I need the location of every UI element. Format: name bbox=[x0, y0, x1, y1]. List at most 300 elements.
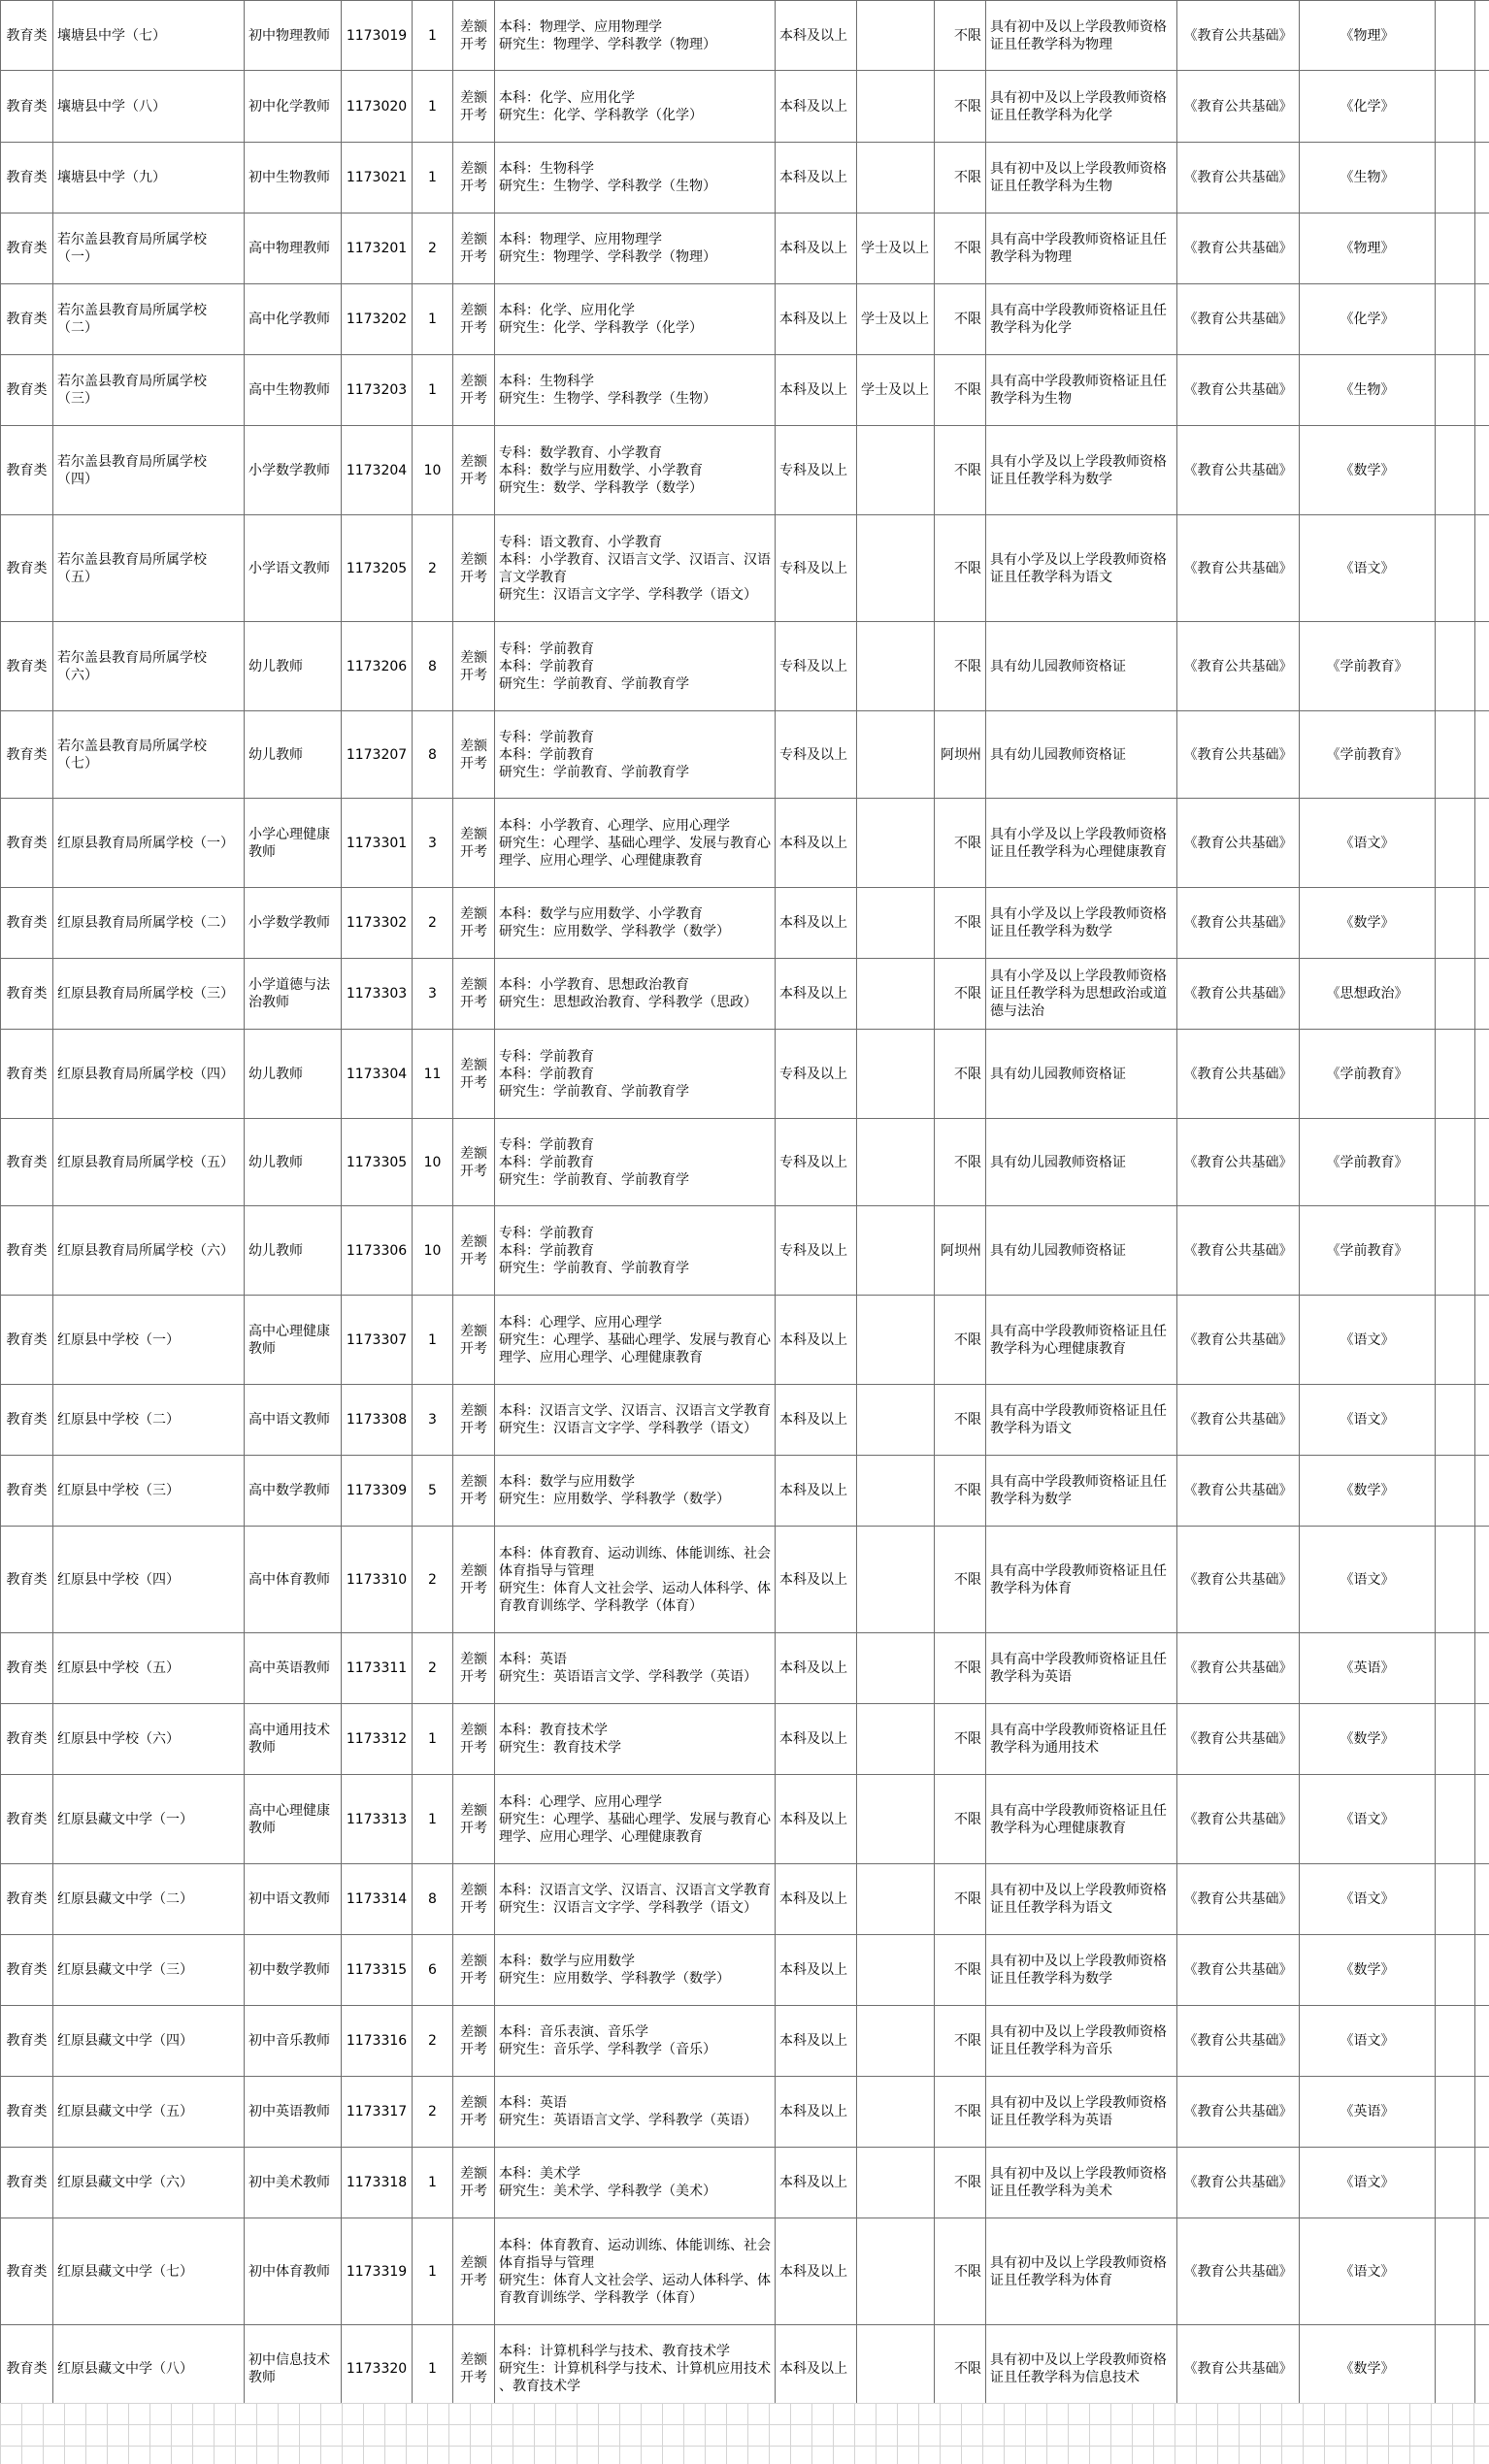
major-cell[interactable]: 本科：生物科学 研究生：生物学、学科教学（生物） bbox=[495, 143, 776, 214]
region-cell[interactable]: 不限 bbox=[935, 2006, 986, 2077]
post-code-cell[interactable]: 1173021 bbox=[342, 143, 413, 214]
spare-cell[interactable] bbox=[1475, 2006, 1489, 2077]
education-cell[interactable]: 本科及以上 bbox=[776, 888, 857, 959]
category-cell[interactable]: 教育类 bbox=[1, 1206, 53, 1296]
exam-subject-1-cell[interactable]: 《教育公共基础》 bbox=[1177, 143, 1300, 214]
requirement-cell[interactable]: 具有小学及以上学段教师资格 证且任教学科为心理健康教育 bbox=[986, 799, 1177, 888]
degree-cell[interactable] bbox=[857, 1206, 935, 1296]
category-cell[interactable]: 教育类 bbox=[1, 214, 53, 284]
degree-cell[interactable] bbox=[857, 515, 935, 622]
education-cell[interactable]: 本科及以上 bbox=[776, 355, 857, 426]
headcount-cell[interactable]: 1 bbox=[413, 2148, 453, 2218]
region-cell[interactable]: 不限 bbox=[935, 1527, 986, 1633]
category-cell[interactable]: 教育类 bbox=[1, 711, 53, 799]
spare-cell[interactable] bbox=[1475, 426, 1489, 515]
post-cell[interactable]: 初中化学教师 bbox=[245, 71, 342, 143]
post-cell[interactable]: 幼儿教师 bbox=[245, 1119, 342, 1206]
funding-cell[interactable]: 差额 开考 bbox=[453, 426, 495, 515]
post-cell[interactable]: 初中语文教师 bbox=[245, 1864, 342, 1935]
remark-cell[interactable] bbox=[1436, 214, 1475, 284]
exam-subject-2-cell[interactable]: 《语文》 bbox=[1300, 799, 1436, 888]
region-cell[interactable]: 阿坝州 bbox=[935, 1206, 986, 1296]
requirement-cell[interactable]: 具有初中及以上学段教师资格 证且任教学科为化学 bbox=[986, 71, 1177, 143]
major-cell[interactable]: 本科：英语 研究生：英语语言文学、学科教学（英语） bbox=[495, 1633, 776, 1704]
post-code-cell[interactable]: 1173204 bbox=[342, 426, 413, 515]
region-cell[interactable]: 不限 bbox=[935, 1935, 986, 2006]
requirement-cell[interactable]: 具有初中及以上学段教师资格 证且任教学科为美术 bbox=[986, 2148, 1177, 2218]
remark-cell[interactable] bbox=[1436, 959, 1475, 1030]
headcount-cell[interactable]: 1 bbox=[413, 143, 453, 214]
remark-cell[interactable] bbox=[1436, 888, 1475, 959]
funding-cell[interactable]: 差额 开考 bbox=[453, 888, 495, 959]
requirement-cell[interactable]: 具有高中学段教师资格证且任 教学科为英语 bbox=[986, 1633, 1177, 1704]
spare-cell[interactable] bbox=[1475, 2325, 1489, 2413]
spare-cell[interactable] bbox=[1475, 1864, 1489, 1935]
category-cell[interactable]: 教育类 bbox=[1, 515, 53, 622]
headcount-cell[interactable]: 2 bbox=[413, 214, 453, 284]
exam-subject-2-cell[interactable]: 《物理》 bbox=[1300, 214, 1436, 284]
headcount-cell[interactable]: 6 bbox=[413, 1935, 453, 2006]
unit-cell[interactable]: 若尔盖县教育局所属学校 （三） bbox=[53, 355, 245, 426]
exam-subject-2-cell[interactable]: 《数学》 bbox=[1300, 426, 1436, 515]
post-code-cell[interactable]: 1173319 bbox=[342, 2218, 413, 2325]
remark-cell[interactable] bbox=[1436, 426, 1475, 515]
headcount-cell[interactable]: 3 bbox=[413, 959, 453, 1030]
funding-cell[interactable]: 差额 开考 bbox=[453, 1704, 495, 1775]
degree-cell[interactable] bbox=[857, 1775, 935, 1864]
post-cell[interactable]: 幼儿教师 bbox=[245, 622, 342, 711]
unit-cell[interactable]: 红原县中学校（六） bbox=[53, 1704, 245, 1775]
remark-cell[interactable] bbox=[1436, 355, 1475, 426]
post-code-cell[interactable]: 1173206 bbox=[342, 622, 413, 711]
degree-cell[interactable] bbox=[857, 888, 935, 959]
spare-cell[interactable] bbox=[1475, 515, 1489, 622]
post-code-cell[interactable]: 1173301 bbox=[342, 799, 413, 888]
unit-cell[interactable]: 红原县教育局所属学校（一） bbox=[53, 799, 245, 888]
category-cell[interactable]: 教育类 bbox=[1, 71, 53, 143]
unit-cell[interactable]: 红原县藏文中学（四） bbox=[53, 2006, 245, 2077]
degree-cell[interactable] bbox=[857, 71, 935, 143]
education-cell[interactable]: 本科及以上 bbox=[776, 959, 857, 1030]
degree-cell[interactable] bbox=[857, 1456, 935, 1527]
post-cell[interactable]: 初中物理教师 bbox=[245, 1, 342, 71]
major-cell[interactable]: 专科：学前教育 本科：学前教育 研究生：学前教育、学前教育学 bbox=[495, 622, 776, 711]
degree-cell[interactable] bbox=[857, 1864, 935, 1935]
degree-cell[interactable] bbox=[857, 1119, 935, 1206]
degree-cell[interactable] bbox=[857, 2325, 935, 2413]
funding-cell[interactable]: 差额 开考 bbox=[453, 2218, 495, 2325]
region-cell[interactable]: 不限 bbox=[935, 2077, 986, 2148]
headcount-cell[interactable]: 2 bbox=[413, 888, 453, 959]
category-cell[interactable]: 教育类 bbox=[1, 1704, 53, 1775]
funding-cell[interactable]: 差额 开考 bbox=[453, 143, 495, 214]
category-cell[interactable]: 教育类 bbox=[1, 1775, 53, 1864]
exam-subject-1-cell[interactable]: 《教育公共基础》 bbox=[1177, 888, 1300, 959]
region-cell[interactable]: 不限 bbox=[935, 1775, 986, 1864]
education-cell[interactable]: 本科及以上 bbox=[776, 1775, 857, 1864]
remark-cell[interactable] bbox=[1436, 1864, 1475, 1935]
degree-cell[interactable] bbox=[857, 143, 935, 214]
remark-cell[interactable] bbox=[1436, 1206, 1475, 1296]
category-cell[interactable]: 教育类 bbox=[1, 1119, 53, 1206]
requirement-cell[interactable]: 具有高中学段教师资格证且任 教学科为心理健康教育 bbox=[986, 1775, 1177, 1864]
degree-cell[interactable] bbox=[857, 1385, 935, 1456]
exam-subject-1-cell[interactable]: 《教育公共基础》 bbox=[1177, 1119, 1300, 1206]
requirement-cell[interactable]: 具有幼儿园教师资格证 bbox=[986, 711, 1177, 799]
major-cell[interactable]: 本科：小学教育、思想政治教育 研究生：思想政治教育、学科教学（思政） bbox=[495, 959, 776, 1030]
post-code-cell[interactable]: 1173317 bbox=[342, 2077, 413, 2148]
remark-cell[interactable] bbox=[1436, 143, 1475, 214]
exam-subject-1-cell[interactable]: 《教育公共基础》 bbox=[1177, 1775, 1300, 1864]
post-code-cell[interactable]: 1173308 bbox=[342, 1385, 413, 1456]
requirement-cell[interactable]: 具有高中学段教师资格证且任 教学科为数学 bbox=[986, 1456, 1177, 1527]
unit-cell[interactable]: 红原县教育局所属学校（三） bbox=[53, 959, 245, 1030]
major-cell[interactable]: 本科：数学与应用数学、小学教育 研究生：应用数学、学科教学（数学） bbox=[495, 888, 776, 959]
exam-subject-1-cell[interactable]: 《教育公共基础》 bbox=[1177, 1296, 1300, 1385]
degree-cell[interactable] bbox=[857, 2148, 935, 2218]
funding-cell[interactable]: 差额 开考 bbox=[453, 1456, 495, 1527]
exam-subject-2-cell[interactable]: 《生物》 bbox=[1300, 143, 1436, 214]
spare-cell[interactable] bbox=[1475, 214, 1489, 284]
major-cell[interactable]: 本科：心理学、应用心理学 研究生：心理学、基础心理学、发展与教育心 理学、应用心理学、心理健康教育 bbox=[495, 1775, 776, 1864]
post-cell[interactable]: 高中通用技术 教师 bbox=[245, 1704, 342, 1775]
education-cell[interactable]: 本科及以上 bbox=[776, 1527, 857, 1633]
exam-subject-1-cell[interactable]: 《教育公共基础》 bbox=[1177, 1, 1300, 71]
exam-subject-2-cell[interactable]: 《语文》 bbox=[1300, 1864, 1436, 1935]
spare-cell[interactable] bbox=[1475, 2148, 1489, 2218]
headcount-cell[interactable]: 2 bbox=[413, 1633, 453, 1704]
post-cell[interactable]: 高中生物教师 bbox=[245, 355, 342, 426]
requirement-cell[interactable]: 具有幼儿园教师资格证 bbox=[986, 1119, 1177, 1206]
spare-cell[interactable] bbox=[1475, 71, 1489, 143]
headcount-cell[interactable]: 8 bbox=[413, 711, 453, 799]
headcount-cell[interactable]: 1 bbox=[413, 284, 453, 355]
category-cell[interactable]: 教育类 bbox=[1, 1633, 53, 1704]
funding-cell[interactable]: 差额 开考 bbox=[453, 515, 495, 622]
headcount-cell[interactable]: 1 bbox=[413, 1704, 453, 1775]
exam-subject-1-cell[interactable]: 《教育公共基础》 bbox=[1177, 2006, 1300, 2077]
education-cell[interactable]: 本科及以上 bbox=[776, 1385, 857, 1456]
category-cell[interactable]: 教育类 bbox=[1, 1, 53, 71]
unit-cell[interactable]: 红原县藏文中学（二） bbox=[53, 1864, 245, 1935]
spare-cell[interactable] bbox=[1475, 622, 1489, 711]
exam-subject-2-cell[interactable]: 《生物》 bbox=[1300, 355, 1436, 426]
category-cell[interactable]: 教育类 bbox=[1, 2325, 53, 2413]
remark-cell[interactable] bbox=[1436, 1935, 1475, 2006]
major-cell[interactable]: 本科：生物科学 研究生：生物学、学科教学（生物） bbox=[495, 355, 776, 426]
education-cell[interactable]: 专科及以上 bbox=[776, 622, 857, 711]
post-cell[interactable]: 高中英语教师 bbox=[245, 1633, 342, 1704]
post-cell[interactable]: 初中信息技术 教师 bbox=[245, 2325, 342, 2413]
post-cell[interactable]: 小学数学教师 bbox=[245, 426, 342, 515]
remark-cell[interactable] bbox=[1436, 1456, 1475, 1527]
exam-subject-2-cell[interactable]: 《英语》 bbox=[1300, 2077, 1436, 2148]
post-cell[interactable]: 小学语文教师 bbox=[245, 515, 342, 622]
requirement-cell[interactable]: 具有高中学段教师资格证且任 教学科为体育 bbox=[986, 1527, 1177, 1633]
category-cell[interactable]: 教育类 bbox=[1, 426, 53, 515]
region-cell[interactable]: 不限 bbox=[935, 1030, 986, 1119]
education-cell[interactable]: 本科及以上 bbox=[776, 2148, 857, 2218]
education-cell[interactable]: 本科及以上 bbox=[776, 2325, 857, 2413]
headcount-cell[interactable]: 2 bbox=[413, 2077, 453, 2148]
exam-subject-2-cell[interactable]: 《化学》 bbox=[1300, 71, 1436, 143]
degree-cell[interactable]: 学士及以上 bbox=[857, 214, 935, 284]
funding-cell[interactable]: 差额 开考 bbox=[453, 2148, 495, 2218]
requirement-cell[interactable]: 具有小学及以上学段教师资格 证且任教学科为数学 bbox=[986, 888, 1177, 959]
headcount-cell[interactable]: 10 bbox=[413, 1206, 453, 1296]
requirement-cell[interactable]: 具有初中及以上学段教师资格 证且任教学科为音乐 bbox=[986, 2006, 1177, 2077]
post-cell[interactable]: 初中美术教师 bbox=[245, 2148, 342, 2218]
post-code-cell[interactable]: 1173304 bbox=[342, 1030, 413, 1119]
remark-cell[interactable] bbox=[1436, 71, 1475, 143]
major-cell[interactable]: 本科：化学、应用化学 研究生：化学、学科教学（化学） bbox=[495, 71, 776, 143]
funding-cell[interactable]: 差额 开考 bbox=[453, 1206, 495, 1296]
education-cell[interactable]: 专科及以上 bbox=[776, 1119, 857, 1206]
post-code-cell[interactable]: 1173303 bbox=[342, 959, 413, 1030]
requirement-cell[interactable]: 具有初中及以上学段教师资格 证且任教学科为生物 bbox=[986, 143, 1177, 214]
funding-cell[interactable]: 差额 开考 bbox=[453, 1030, 495, 1119]
exam-subject-1-cell[interactable]: 《教育公共基础》 bbox=[1177, 1527, 1300, 1633]
post-cell[interactable]: 高中物理教师 bbox=[245, 214, 342, 284]
post-code-cell[interactable]: 1173315 bbox=[342, 1935, 413, 2006]
post-cell[interactable]: 高中体育教师 bbox=[245, 1527, 342, 1633]
funding-cell[interactable]: 差额 开考 bbox=[453, 2006, 495, 2077]
education-cell[interactable]: 专科及以上 bbox=[776, 1030, 857, 1119]
exam-subject-1-cell[interactable]: 《教育公共基础》 bbox=[1177, 1633, 1300, 1704]
headcount-cell[interactable]: 1 bbox=[413, 1296, 453, 1385]
exam-subject-2-cell[interactable]: 《语文》 bbox=[1300, 515, 1436, 622]
unit-cell[interactable]: 壤塘县中学（八） bbox=[53, 71, 245, 143]
major-cell[interactable]: 本科：教育技术学 研究生：教育技术学 bbox=[495, 1704, 776, 1775]
region-cell[interactable]: 不限 bbox=[935, 143, 986, 214]
degree-cell[interactable] bbox=[857, 1527, 935, 1633]
remark-cell[interactable] bbox=[1436, 2325, 1475, 2413]
education-cell[interactable]: 本科及以上 bbox=[776, 1704, 857, 1775]
exam-subject-1-cell[interactable]: 《教育公共基础》 bbox=[1177, 71, 1300, 143]
exam-subject-2-cell[interactable]: 《语文》 bbox=[1300, 1775, 1436, 1864]
post-code-cell[interactable]: 1173311 bbox=[342, 1633, 413, 1704]
spare-cell[interactable] bbox=[1475, 1119, 1489, 1206]
exam-subject-2-cell[interactable]: 《语文》 bbox=[1300, 2148, 1436, 2218]
exam-subject-1-cell[interactable]: 《教育公共基础》 bbox=[1177, 214, 1300, 284]
major-cell[interactable]: 本科：体育教育、运动训练、体能训练、社会 体育指导与管理 研究生：体育人文社会学、运动人体科学、体 育教育训练学、学科教学（体育） bbox=[495, 1527, 776, 1633]
post-code-cell[interactable]: 1173302 bbox=[342, 888, 413, 959]
post-cell[interactable]: 高中心理健康 教师 bbox=[245, 1775, 342, 1864]
remark-cell[interactable] bbox=[1436, 2077, 1475, 2148]
remark-cell[interactable] bbox=[1436, 515, 1475, 622]
funding-cell[interactable]: 差额 开考 bbox=[453, 711, 495, 799]
region-cell[interactable]: 不限 bbox=[935, 959, 986, 1030]
education-cell[interactable]: 专科及以上 bbox=[776, 711, 857, 799]
funding-cell[interactable]: 差额 开考 bbox=[453, 622, 495, 711]
region-cell[interactable]: 不限 bbox=[935, 355, 986, 426]
post-cell[interactable]: 小学数学教师 bbox=[245, 888, 342, 959]
major-cell[interactable]: 本科：音乐表演、音乐学 研究生：音乐学、学科教学（音乐） bbox=[495, 2006, 776, 2077]
spare-cell[interactable] bbox=[1475, 1206, 1489, 1296]
remark-cell[interactable] bbox=[1436, 1633, 1475, 1704]
exam-subject-2-cell[interactable]: 《语文》 bbox=[1300, 2218, 1436, 2325]
requirement-cell[interactable]: 具有高中学段教师资格证且任 教学科为语文 bbox=[986, 1385, 1177, 1456]
degree-cell[interactable] bbox=[857, 1030, 935, 1119]
spare-cell[interactable] bbox=[1475, 888, 1489, 959]
region-cell[interactable]: 阿坝州 bbox=[935, 711, 986, 799]
post-code-cell[interactable]: 1173320 bbox=[342, 2325, 413, 2413]
funding-cell[interactable]: 差额 开考 bbox=[453, 355, 495, 426]
unit-cell[interactable]: 若尔盖县教育局所属学校 （二） bbox=[53, 284, 245, 355]
remark-cell[interactable] bbox=[1436, 1030, 1475, 1119]
exam-subject-1-cell[interactable]: 《教育公共基础》 bbox=[1177, 1456, 1300, 1527]
exam-subject-1-cell[interactable]: 《教育公共基础》 bbox=[1177, 2148, 1300, 2218]
headcount-cell[interactable]: 1 bbox=[413, 71, 453, 143]
post-code-cell[interactable]: 1173305 bbox=[342, 1119, 413, 1206]
remark-cell[interactable] bbox=[1436, 2148, 1475, 2218]
post-cell[interactable]: 初中音乐教师 bbox=[245, 2006, 342, 2077]
unit-cell[interactable]: 若尔盖县教育局所属学校 （五） bbox=[53, 515, 245, 622]
unit-cell[interactable]: 红原县藏文中学（三） bbox=[53, 1935, 245, 2006]
exam-subject-1-cell[interactable]: 《教育公共基础》 bbox=[1177, 2077, 1300, 2148]
post-cell[interactable]: 幼儿教师 bbox=[245, 711, 342, 799]
region-cell[interactable]: 不限 bbox=[935, 1385, 986, 1456]
education-cell[interactable]: 本科及以上 bbox=[776, 799, 857, 888]
degree-cell[interactable] bbox=[857, 711, 935, 799]
spare-cell[interactable] bbox=[1475, 1935, 1489, 2006]
requirement-cell[interactable]: 具有幼儿园教师资格证 bbox=[986, 1030, 1177, 1119]
post-code-cell[interactable]: 1173309 bbox=[342, 1456, 413, 1527]
spare-cell[interactable] bbox=[1475, 1030, 1489, 1119]
region-cell[interactable]: 不限 bbox=[935, 214, 986, 284]
funding-cell[interactable]: 差额 开考 bbox=[453, 1775, 495, 1864]
region-cell[interactable]: 不限 bbox=[935, 2218, 986, 2325]
unit-cell[interactable]: 若尔盖县教育局所属学校 （一） bbox=[53, 214, 245, 284]
category-cell[interactable]: 教育类 bbox=[1, 888, 53, 959]
post-code-cell[interactable]: 1173202 bbox=[342, 284, 413, 355]
degree-cell[interactable] bbox=[857, 1, 935, 71]
post-code-cell[interactable]: 1173019 bbox=[342, 1, 413, 71]
region-cell[interactable]: 不限 bbox=[935, 622, 986, 711]
region-cell[interactable]: 不限 bbox=[935, 1864, 986, 1935]
funding-cell[interactable]: 差额 开考 bbox=[453, 2325, 495, 2413]
exam-subject-2-cell[interactable]: 《语文》 bbox=[1300, 1385, 1436, 1456]
requirement-cell[interactable]: 具有初中及以上学段教师资格 证且任教学科为英语 bbox=[986, 2077, 1177, 2148]
funding-cell[interactable]: 差额 开考 bbox=[453, 1864, 495, 1935]
remark-cell[interactable] bbox=[1436, 799, 1475, 888]
unit-cell[interactable]: 若尔盖县教育局所属学校 （六） bbox=[53, 622, 245, 711]
remark-cell[interactable] bbox=[1436, 711, 1475, 799]
post-code-cell[interactable]: 1173203 bbox=[342, 355, 413, 426]
headcount-cell[interactable]: 1 bbox=[413, 355, 453, 426]
category-cell[interactable]: 教育类 bbox=[1, 143, 53, 214]
degree-cell[interactable] bbox=[857, 426, 935, 515]
exam-subject-1-cell[interactable]: 《教育公共基础》 bbox=[1177, 799, 1300, 888]
major-cell[interactable]: 本科：小学教育、心理学、应用心理学 研究生：心理学、基础心理学、发展与教育心 理学、应用心理学、心理健康教育 bbox=[495, 799, 776, 888]
remark-cell[interactable] bbox=[1436, 1, 1475, 71]
exam-subject-2-cell[interactable]: 《数学》 bbox=[1300, 1456, 1436, 1527]
post-cell[interactable]: 初中生物教师 bbox=[245, 143, 342, 214]
headcount-cell[interactable]: 11 bbox=[413, 1030, 453, 1119]
region-cell[interactable]: 不限 bbox=[935, 1633, 986, 1704]
post-cell[interactable]: 高中数学教师 bbox=[245, 1456, 342, 1527]
requirement-cell[interactable]: 具有高中学段教师资格证且任 教学科为生物 bbox=[986, 355, 1177, 426]
funding-cell[interactable]: 差额 开考 bbox=[453, 1935, 495, 2006]
post-cell[interactable]: 幼儿教师 bbox=[245, 1206, 342, 1296]
exam-subject-1-cell[interactable]: 《教育公共基础》 bbox=[1177, 1864, 1300, 1935]
category-cell[interactable]: 教育类 bbox=[1, 1296, 53, 1385]
unit-cell[interactable]: 红原县藏文中学（七） bbox=[53, 2218, 245, 2325]
spare-cell[interactable] bbox=[1475, 143, 1489, 214]
education-cell[interactable]: 本科及以上 bbox=[776, 1296, 857, 1385]
degree-cell[interactable] bbox=[857, 959, 935, 1030]
headcount-cell[interactable]: 10 bbox=[413, 1119, 453, 1206]
region-cell[interactable]: 不限 bbox=[935, 284, 986, 355]
exam-subject-1-cell[interactable]: 《教育公共基础》 bbox=[1177, 355, 1300, 426]
requirement-cell[interactable]: 具有初中及以上学段教师资格 证且任教学科为信息技术 bbox=[986, 2325, 1177, 2413]
remark-cell[interactable] bbox=[1436, 1296, 1475, 1385]
requirement-cell[interactable]: 具有幼儿园教师资格证 bbox=[986, 1206, 1177, 1296]
category-cell[interactable]: 教育类 bbox=[1, 2006, 53, 2077]
post-cell[interactable]: 高中语文教师 bbox=[245, 1385, 342, 1456]
unit-cell[interactable]: 红原县中学校（三） bbox=[53, 1456, 245, 1527]
exam-subject-2-cell[interactable]: 《英语》 bbox=[1300, 1633, 1436, 1704]
post-code-cell[interactable]: 1173201 bbox=[342, 214, 413, 284]
exam-subject-2-cell[interactable]: 《学前教育》 bbox=[1300, 711, 1436, 799]
remark-cell[interactable] bbox=[1436, 1775, 1475, 1864]
exam-subject-1-cell[interactable]: 《教育公共基础》 bbox=[1177, 711, 1300, 799]
exam-subject-2-cell[interactable]: 《数学》 bbox=[1300, 1935, 1436, 2006]
exam-subject-2-cell[interactable]: 《语文》 bbox=[1300, 1527, 1436, 1633]
major-cell[interactable]: 专科：学前教育 本科：学前教育 研究生：学前教育、学前教育学 bbox=[495, 1119, 776, 1206]
category-cell[interactable]: 教育类 bbox=[1, 1030, 53, 1119]
region-cell[interactable]: 不限 bbox=[935, 1, 986, 71]
major-cell[interactable]: 专科：学前教育 本科：学前教育 研究生：学前教育、学前教育学 bbox=[495, 1206, 776, 1296]
spare-cell[interactable] bbox=[1475, 1633, 1489, 1704]
funding-cell[interactable]: 差额 开考 bbox=[453, 1527, 495, 1633]
post-code-cell[interactable]: 1173306 bbox=[342, 1206, 413, 1296]
unit-cell[interactable]: 红原县藏文中学（八） bbox=[53, 2325, 245, 2413]
post-code-cell[interactable]: 1173316 bbox=[342, 2006, 413, 2077]
major-cell[interactable]: 专科：语文教育、小学教育 本科：小学教育、汉语言文学、汉语言、汉语 言文学教育 研究生：汉语言文字学、学科教学（语文） bbox=[495, 515, 776, 622]
degree-cell[interactable] bbox=[857, 1935, 935, 2006]
requirement-cell[interactable]: 具有高中学段教师资格证且任 教学科为通用技术 bbox=[986, 1704, 1177, 1775]
headcount-cell[interactable]: 5 bbox=[413, 1456, 453, 1527]
degree-cell[interactable] bbox=[857, 1633, 935, 1704]
remark-cell[interactable] bbox=[1436, 1119, 1475, 1206]
headcount-cell[interactable]: 8 bbox=[413, 622, 453, 711]
degree-cell[interactable] bbox=[857, 1704, 935, 1775]
exam-subject-2-cell[interactable]: 《数学》 bbox=[1300, 2325, 1436, 2413]
remark-cell[interactable] bbox=[1436, 1527, 1475, 1633]
requirement-cell[interactable]: 具有初中及以上学段教师资格 证且任教学科为语文 bbox=[986, 1864, 1177, 1935]
degree-cell[interactable] bbox=[857, 622, 935, 711]
post-code-cell[interactable]: 1173314 bbox=[342, 1864, 413, 1935]
exam-subject-1-cell[interactable]: 《教育公共基础》 bbox=[1177, 426, 1300, 515]
post-code-cell[interactable]: 1173313 bbox=[342, 1775, 413, 1864]
category-cell[interactable]: 教育类 bbox=[1, 1935, 53, 2006]
exam-subject-2-cell[interactable]: 《语文》 bbox=[1300, 1296, 1436, 1385]
major-cell[interactable]: 本科：计算机科学与技术、教育技术学 研究生：计算机科学与技术、计算机应用技术 、教育技术学 bbox=[495, 2325, 776, 2413]
funding-cell[interactable]: 差额 开考 bbox=[453, 1119, 495, 1206]
headcount-cell[interactable]: 10 bbox=[413, 426, 453, 515]
funding-cell[interactable]: 差额 开考 bbox=[453, 1385, 495, 1456]
requirement-cell[interactable]: 具有高中学段教师资格证且任 教学科为心理健康教育 bbox=[986, 1296, 1177, 1385]
funding-cell[interactable]: 差额 开考 bbox=[453, 799, 495, 888]
category-cell[interactable]: 教育类 bbox=[1, 1527, 53, 1633]
education-cell[interactable]: 本科及以上 bbox=[776, 1864, 857, 1935]
spare-cell[interactable] bbox=[1475, 1775, 1489, 1864]
requirement-cell[interactable]: 具有高中学段教师资格证且任 教学科为物理 bbox=[986, 214, 1177, 284]
spare-cell[interactable] bbox=[1475, 711, 1489, 799]
headcount-cell[interactable]: 2 bbox=[413, 1527, 453, 1633]
unit-cell[interactable]: 壤塘县中学（九） bbox=[53, 143, 245, 214]
